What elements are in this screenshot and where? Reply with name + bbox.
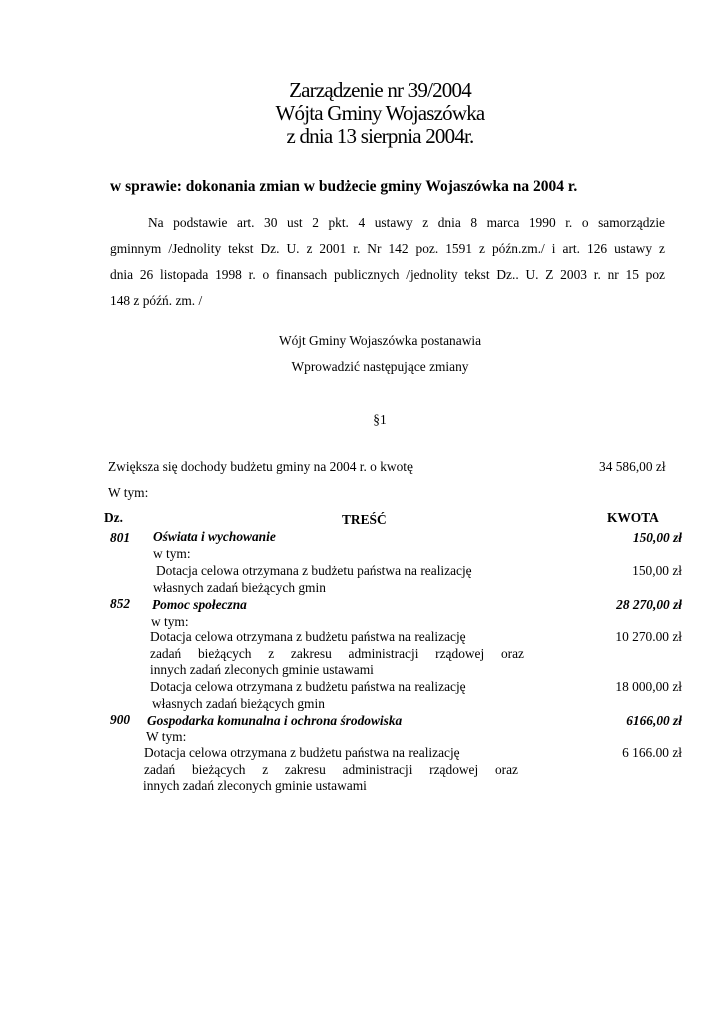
- column-header-kwota: KWOTA: [607, 510, 659, 525]
- preamble-line-4: 148 z późń. zm. /: [110, 293, 203, 308]
- title-line-3: z dnia 13 sierpnia 2004r.: [286, 124, 474, 148]
- section-852-item-2-amount: 18 000,00 zł: [615, 679, 682, 694]
- section-852-in-which: w tym:: [151, 614, 189, 629]
- title-line-1: Zarządzenie nr 39/2004: [289, 78, 471, 102]
- section-900-code: 900: [110, 712, 131, 727]
- preamble-paragraph: [110, 210, 665, 314]
- decision-line-2: Wprowadzić następujące zmiany: [291, 359, 469, 374]
- preamble-line-1: Na podstawie art. 30 ust 2 pkt. 4 ustawy z dnia 8 marca 1990 r. o samorządzie: [148, 215, 665, 230]
- increase-amount: 34 586,00 zł: [599, 459, 666, 474]
- section-900-item-1-line-1: Dotacja celowa otrzymana z budżetu państwa na realizację: [144, 745, 460, 760]
- section-801-item-1-line-1: Dotacja celowa otrzymana z budżetu państwa na realizację: [156, 563, 472, 578]
- section-900-item-1-line-2: zadań bieżących z zakresu administracji rządowej oraz: [144, 762, 518, 777]
- section-801-in-which: w tym:: [153, 546, 191, 561]
- section-801-item-1-line-2: własnych zadań bieżących gmin: [153, 580, 326, 595]
- section-801-code: 801: [110, 530, 131, 545]
- section-852-item-2-line-1: Dotacja celowa otrzymana z budżetu państwa na realizację: [150, 679, 466, 694]
- section-852-item-1-line-1: Dotacja celowa otrzymana z budżetu państwa na realizację: [150, 629, 466, 644]
- section-900-title: Gospodarka komunalna i ochrona środowiska: [147, 713, 403, 728]
- section-852-code: 852: [110, 596, 131, 611]
- section-900-in-which: W tym:: [146, 729, 187, 744]
- section-852-item-2-line-2: własnych zadań bieżących gmin: [152, 696, 325, 711]
- section-mark: §1: [373, 412, 387, 427]
- section-852-item-1-amount: 10 270.00 zł: [615, 629, 682, 644]
- section-900-item-1-amount: 6 166.00 zł: [622, 745, 682, 760]
- section-852-item-1-line-3: innych zadań zleconych gminie ustawami: [150, 662, 374, 677]
- preamble-line-2: gminnym /Jednolity tekst Dz. U. z 2001 r. Nr 142 poz. 1591 z późn.zm./ i art. 126 ustawy z: [110, 241, 665, 256]
- section-900-item-1-line-3: innych zadań zleconych gminie ustawami: [143, 778, 367, 793]
- section-801-amount: 150,00 zł: [632, 530, 682, 545]
- section-801-title: Oświata i wychowanie: [153, 529, 276, 544]
- section-900-amount: 6166,00 zł: [626, 713, 682, 728]
- decision-line-1: Wójt Gminy Wojaszówka postanawia: [278, 333, 482, 348]
- section-852-amount: 28 270,00 zł: [616, 597, 682, 612]
- section-801-item-1-amount: 150,00 zł: [632, 563, 682, 578]
- increase-text: Zwiększa się dochody budżetu gminy na 2004 r. o kwotę: [108, 459, 413, 474]
- title-line-2: Wójta Gminy Wojaszówka: [275, 101, 485, 125]
- section-852-item-1-line-2: zadań bieżących z zakresu administracji rządowej oraz: [150, 646, 524, 661]
- column-header-dz: Dz.: [104, 510, 123, 525]
- increase-in-which: W tym:: [108, 485, 149, 500]
- column-header-tresc: TREŚĆ: [342, 512, 387, 527]
- preamble-line-3: dnia 26 listopada 1998 r. o finansach publicznych /jednolity tekst Dz.. U. Z 2003 r. nr 15 poz: [110, 267, 665, 282]
- subject-heading: w sprawie: dokonania zmian w budżecie gminy Wojaszówka na 2004 r.: [110, 178, 578, 195]
- section-852-title: Pomoc społeczna: [152, 597, 247, 612]
